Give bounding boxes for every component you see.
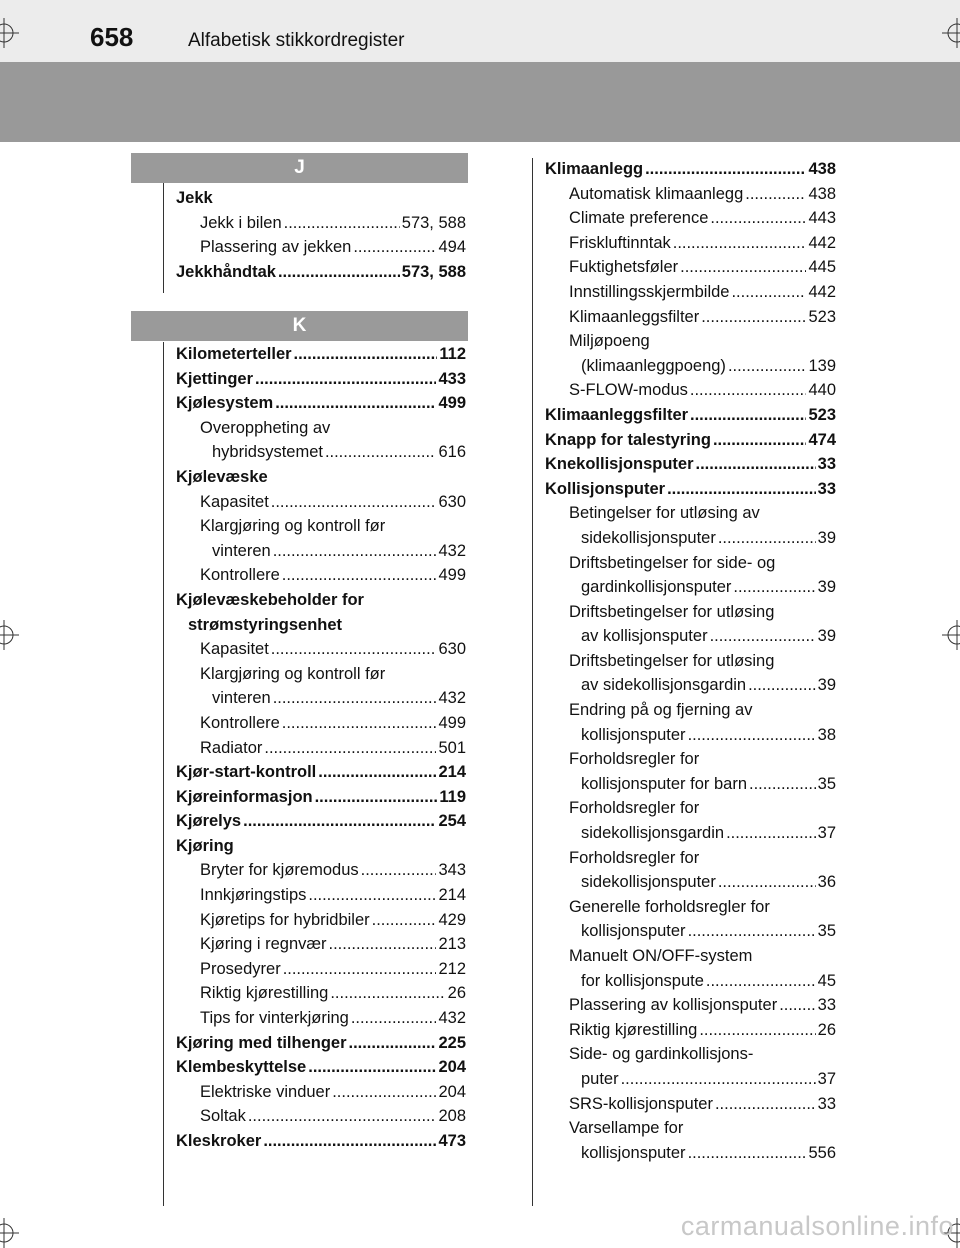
entry-text: Innkjøringstips: [200, 886, 307, 905]
index-entry: [545, 723, 836, 748]
entry-text: Kilometerteller: [176, 345, 292, 363]
entry-text: Soltak: [200, 1107, 246, 1126]
dot-leader: [731, 280, 806, 305]
entry-text: Plassering av jekken: [200, 238, 352, 257]
index-entry: [176, 1031, 466, 1056]
entry-text: Miljøpoeng: [569, 332, 650, 351]
dot-leader: [710, 624, 816, 649]
index-entry: [176, 932, 466, 957]
dot-leader: [713, 428, 807, 453]
dot-leader: [690, 378, 807, 403]
entry-page-ref: 33: [817, 479, 836, 498]
entry-page-ref: 45: [817, 971, 836, 990]
page-title: Alfabetisk stikkordregister: [188, 30, 405, 51]
dot-leader: [263, 1129, 436, 1154]
entry-text: kollisjonsputer: [581, 922, 686, 941]
dot-leader: [329, 932, 437, 957]
index-entry: [176, 588, 466, 613]
column-rule-left-k: [163, 342, 164, 1206]
crop-mark-top-left: [0, 18, 19, 48]
entry-page-ref: 442: [808, 233, 836, 252]
index-entry: [176, 736, 466, 761]
entry-text: Kjøreinformasjon: [176, 787, 313, 806]
section-heading-j: J: [131, 153, 468, 183]
dot-leader: [688, 723, 816, 748]
dot-leader: [688, 1141, 807, 1166]
entry-text: Riktig kjørestilling: [200, 984, 329, 1003]
dot-leader: [353, 235, 436, 260]
entry-page-ref: 33: [817, 1094, 836, 1113]
entry-page-ref: 523: [808, 405, 836, 424]
entry-text: kollisjonsputer: [581, 1143, 686, 1162]
entry-page-ref: 119: [439, 787, 466, 806]
entry-text: Driftsbetingelser for utløsing: [569, 602, 775, 621]
entry-page-ref: 445: [808, 258, 836, 277]
entry-text: Klimaanleggsfilter: [545, 405, 689, 424]
entry-text: Jekk i bilen: [200, 213, 282, 232]
index-entry: [176, 686, 466, 711]
index-entry: [545, 255, 836, 280]
entry-page-ref: 26: [447, 984, 466, 1003]
index-entry: [545, 206, 836, 231]
index-entry: [545, 1042, 836, 1067]
index-entry: [545, 698, 836, 723]
dot-leader: [645, 157, 806, 182]
crop-mark-mid-left: [0, 620, 19, 650]
index-entry: [545, 600, 836, 625]
dot-leader: [284, 211, 400, 236]
index-entry: [545, 501, 836, 526]
dot-leader: [351, 1006, 437, 1031]
index-entry: [545, 526, 836, 551]
entry-page-ref: 208: [438, 1107, 466, 1126]
entry-page-ref: 499: [438, 713, 466, 732]
index-entry: [176, 637, 466, 662]
entry-text: Knekollisjonsputer: [545, 455, 694, 474]
entry-text: Kjøring i regnvær: [200, 935, 327, 954]
entry-page-ref: 438: [808, 160, 836, 178]
entry-text: Climate preference: [569, 209, 709, 228]
entry-page-ref: 214: [438, 886, 466, 905]
dot-leader: [330, 981, 445, 1006]
entry-page-ref: 429: [438, 910, 466, 929]
entry-text: kollisjonsputer for barn: [581, 774, 747, 793]
entry-text: kollisjonsputer: [581, 725, 686, 744]
dot-leader: [332, 1080, 436, 1105]
entry-page-ref: 213: [438, 935, 466, 954]
entry-page-ref: 139: [808, 356, 836, 375]
index-entry: [545, 993, 836, 1018]
index-entry: [176, 539, 466, 564]
index-entry: [176, 465, 466, 490]
dot-leader: [294, 342, 438, 367]
index-list-j: [176, 186, 466, 284]
entry-page-ref: 33: [817, 996, 836, 1015]
entry-text: Kjøring: [176, 836, 234, 855]
entry-page-ref: 474: [808, 430, 836, 449]
dot-leader: [688, 919, 816, 944]
entry-text: Kleskroker: [176, 1132, 262, 1150]
entry-text: Kapasitet: [200, 492, 269, 511]
dot-leader: [308, 1055, 436, 1080]
entry-text: gardinkollisjonsputer: [581, 578, 732, 597]
index-entry: [176, 883, 466, 908]
index-entry: [176, 211, 466, 236]
index-entry: [176, 981, 466, 1006]
index-entry: [545, 477, 836, 502]
entry-page-ref: 39: [817, 528, 836, 547]
entry-text: Kjettinger: [176, 369, 254, 388]
index-entry: [176, 613, 466, 638]
index-entry: [176, 260, 466, 285]
dot-leader: [308, 883, 436, 908]
entry-page-ref: 204: [438, 1058, 466, 1077]
dot-leader: [706, 969, 816, 994]
index-entry: [176, 514, 466, 539]
dot-leader: [718, 526, 816, 551]
entry-page-ref: 37: [817, 1069, 836, 1088]
dot-leader: [271, 637, 437, 662]
entry-text: S-FLOW-modus: [569, 381, 688, 400]
dot-leader: [699, 1018, 815, 1043]
entry-text: Side- og gardinkollisjons-: [569, 1045, 754, 1064]
dot-leader: [282, 563, 437, 588]
index-entry: [176, 563, 466, 588]
entry-text: Manuelt ON/OFF-system: [569, 947, 753, 965]
entry-page-ref: 343: [438, 861, 466, 880]
entry-text: puter: [581, 1069, 619, 1088]
entry-page-ref: 36: [817, 873, 836, 892]
entry-page-ref: 501: [438, 738, 466, 757]
index-entry: [176, 809, 466, 834]
entry-text: Kjølevæske: [176, 467, 268, 486]
index-entry: [545, 329, 836, 354]
dot-leader: [673, 231, 807, 256]
entry-text: Jekkhåndtak: [176, 262, 276, 281]
entry-page-ref: 212: [438, 959, 466, 978]
dot-leader: [349, 1031, 437, 1056]
dot-leader: [325, 440, 437, 465]
entry-text: Automatisk klimaanlegg: [569, 184, 744, 203]
dot-leader: [318, 760, 436, 785]
index-entry: [545, 428, 836, 453]
entry-page-ref: 39: [817, 627, 836, 646]
entry-text: for kollisjonspute: [581, 971, 704, 990]
index-entry: [545, 231, 836, 256]
entry-text: Bryter for kjøremodus: [200, 861, 359, 880]
watermark: carmanualsonline.info: [680, 1211, 954, 1241]
index-entry: [545, 969, 836, 994]
entry-text: Kjøring med tilhenger: [176, 1033, 347, 1052]
index-entry: [545, 821, 836, 846]
index-entry: [545, 624, 836, 649]
entry-text: sidekollisjonsputer: [581, 873, 716, 892]
index-entry: [545, 280, 836, 305]
entry-text: Tips for vinterkjøring: [200, 1009, 349, 1028]
entry-text: Kjølesystem: [176, 394, 274, 413]
dot-leader: [621, 1067, 816, 1092]
entry-page-ref: 630: [438, 640, 466, 659]
entry-text: Forholdsregler for: [569, 750, 700, 769]
entry-page-ref: 573, 588: [401, 262, 466, 281]
index-entry: [176, 908, 466, 933]
index-entry: [176, 711, 466, 736]
page-number: 658: [90, 22, 134, 52]
header-grey-band: [0, 62, 960, 142]
entry-page-ref: 556: [808, 1143, 836, 1162]
dot-leader: [667, 477, 816, 502]
dot-leader: [728, 354, 807, 379]
entry-text: Varsellampe for: [569, 1119, 684, 1138]
index-entry: [545, 354, 836, 379]
entry-text: Kjølevæskebeholder for: [176, 590, 364, 609]
index-entry: [545, 919, 836, 944]
entry-page-ref: 38: [817, 725, 836, 744]
index-entry: [545, 305, 836, 330]
entry-text: Friskluftinntak: [569, 233, 671, 252]
entry-text: Forholdsregler for: [569, 799, 700, 818]
entry-page-ref: 112: [439, 345, 466, 363]
entry-text: Generelle forholdsregler for: [569, 897, 770, 916]
index-entry: [545, 796, 836, 821]
entry-text: Kjør-start-kontroll: [176, 763, 317, 782]
index-entry: [545, 1018, 836, 1043]
index-entry: [176, 1006, 466, 1031]
index-entry: [545, 551, 836, 576]
index-entry: [545, 649, 836, 674]
index-entry: [176, 440, 466, 465]
index-entry: [176, 1080, 466, 1105]
dot-leader: [283, 957, 437, 982]
column-rule-left-j: [163, 183, 164, 293]
dot-leader: [779, 993, 815, 1018]
entry-page-ref: 39: [817, 676, 836, 695]
entry-text: Kollisjonsputer: [545, 479, 666, 498]
entry-page-ref: 204: [438, 1082, 466, 1101]
entry-text: Kjørelys: [176, 812, 242, 831]
dot-leader: [361, 858, 437, 883]
index-entry: [176, 391, 466, 416]
dot-leader: [748, 673, 816, 698]
index-entry: [176, 490, 466, 515]
dot-leader: [710, 206, 806, 231]
entry-page-ref: 523: [808, 307, 836, 326]
entry-text: Klargjøring og kontroll før: [200, 517, 386, 536]
entry-text: Kjøretips for hybridbiler: [200, 910, 370, 929]
entry-text: (klimaanleggpoeng): [581, 356, 726, 375]
entry-text: vinteren: [212, 689, 271, 708]
index-entry: [545, 846, 836, 871]
entry-text: Driftsbetingelser for side- og: [569, 553, 776, 572]
entry-text: Forholdsregler for: [569, 848, 700, 867]
dot-leader: [278, 260, 400, 285]
entry-text: Jekk: [176, 189, 213, 207]
entry-text: Prosedyrer: [200, 959, 281, 978]
entry-page-ref: 432: [438, 1009, 466, 1028]
index-entry: [545, 747, 836, 772]
dot-leader: [271, 490, 437, 515]
entry-page-ref: 473: [438, 1132, 466, 1150]
index-entry: [545, 403, 836, 428]
dot-leader: [282, 711, 437, 736]
entry-text: Klimaanleggsfilter: [569, 307, 700, 326]
index-entry: [545, 1067, 836, 1092]
header-bar: [0, 0, 960, 62]
entry-page-ref: 433: [438, 369, 466, 388]
entry-page-ref: 35: [817, 774, 836, 793]
entry-page-ref: 616: [438, 443, 466, 462]
dot-leader: [696, 452, 816, 477]
index-entry: [545, 944, 836, 969]
dot-leader: [248, 1104, 437, 1129]
entry-text: vinteren: [212, 541, 271, 560]
dot-leader: [315, 785, 438, 810]
entry-page-ref: 630: [438, 492, 466, 511]
entry-text: Innstillingsskjermbilde: [569, 282, 730, 301]
entry-text: sidekollisjonsgardin: [581, 824, 725, 843]
entry-page-ref: 35: [817, 922, 836, 941]
entry-text: Radiator: [200, 738, 263, 757]
entry-page-ref: 254: [438, 812, 466, 831]
index-entry: [545, 157, 836, 182]
crop-mark-top-right: [942, 18, 960, 48]
entry-text: Riktig kjørestilling: [569, 1020, 698, 1039]
entry-page-ref: 432: [438, 541, 466, 560]
entry-page-ref: 443: [808, 209, 836, 228]
dot-leader: [264, 736, 436, 761]
entry-page-ref: 573, 588: [401, 213, 466, 232]
entry-text: av sidekollisjonsgardin: [581, 676, 747, 695]
entry-text: Knapp for talestyring: [545, 430, 711, 449]
entry-page-ref: 225: [438, 1033, 466, 1052]
dot-leader: [372, 908, 437, 933]
entry-text: Klargjøring og kontroll før: [200, 664, 386, 683]
index-entry: [176, 785, 466, 810]
entry-page-ref: 440: [808, 381, 836, 400]
entry-text: Klembeskyttelse: [176, 1058, 307, 1077]
dot-leader: [273, 686, 437, 711]
index-entry: [176, 662, 466, 687]
entry-text: Driftsbetingelser for utløsing: [569, 651, 775, 670]
entry-text: Overoppheting av: [200, 418, 331, 437]
dot-leader: [718, 870, 816, 895]
entry-text: Endring på og fjerning av: [569, 701, 753, 720]
entry-page-ref: 26: [817, 1020, 836, 1039]
entry-page-ref: 438: [808, 184, 836, 203]
entry-text: sidekollisjonsputer: [581, 528, 716, 547]
entry-text: SRS-kollisjonsputer: [569, 1094, 713, 1113]
dot-leader: [273, 539, 437, 564]
dot-leader: [275, 391, 436, 416]
entry-text: av kollisjonsputer: [581, 627, 708, 646]
index-entry: [176, 1055, 466, 1080]
index-entry: [176, 1104, 466, 1129]
index-entry: [545, 1141, 836, 1166]
entry-page-ref: 499: [438, 566, 466, 585]
column-rule-right: [532, 158, 533, 1206]
index-entry: [176, 834, 466, 859]
index-entry: [545, 182, 836, 207]
index-entry: [545, 895, 836, 920]
index-entry: [545, 1116, 836, 1141]
index-entry: [545, 575, 836, 600]
dot-leader: [243, 809, 436, 834]
index-entry: [176, 858, 466, 883]
entry-page-ref: 442: [808, 282, 836, 301]
dot-leader: [733, 575, 815, 600]
index-entry: [545, 378, 836, 403]
entry-page-ref: 33: [817, 455, 836, 474]
section-heading-k: K: [131, 311, 468, 341]
dot-leader: [749, 772, 816, 797]
index-entry: [176, 1129, 466, 1154]
dot-leader: [690, 403, 806, 428]
dot-leader: [726, 821, 816, 846]
entry-text: Kontrollere: [200, 566, 280, 585]
entry-text: Plassering av kollisjonsputer: [569, 996, 778, 1015]
entry-text: strømstyringsenhet: [188, 615, 343, 634]
index-entry: [176, 957, 466, 982]
entry-page-ref: 494: [438, 238, 466, 257]
entry-page-ref: 214: [438, 763, 466, 782]
dot-leader: [255, 367, 436, 392]
index-list-right: [545, 157, 836, 1165]
entry-page-ref: 432: [438, 689, 466, 708]
entry-page-ref: 499: [438, 394, 466, 413]
index-entry: [545, 772, 836, 797]
entry-text: Betingelser for utløsing av: [569, 504, 760, 523]
dot-leader: [701, 305, 806, 330]
dot-leader: [715, 1092, 816, 1117]
entry-text: Kapasitet: [200, 640, 269, 659]
index-entry: [176, 186, 466, 211]
entry-text: Elektriske vinduer: [200, 1082, 331, 1101]
index-entry: [176, 342, 466, 367]
entry-text: hybridsystemet: [212, 443, 323, 462]
entry-text: Klimaanlegg: [545, 160, 644, 178]
index-entry: [545, 1092, 836, 1117]
entry-page-ref: 37: [817, 824, 836, 843]
dot-leader: [680, 255, 806, 280]
entry-page-ref: 39: [817, 578, 836, 597]
index-list-k: [176, 342, 466, 1154]
index-entry: [176, 367, 466, 392]
entry-text: Kontrollere: [200, 713, 280, 732]
index-entry: [176, 760, 466, 785]
dot-leader: [745, 182, 806, 207]
index-entry: [545, 452, 836, 477]
index-entry: [545, 870, 836, 895]
index-entry: [176, 235, 466, 260]
index-entry: [176, 416, 466, 441]
crop-mark-mid-right: [942, 620, 960, 650]
index-entry: [545, 673, 836, 698]
entry-text: Fuktighetsføler: [569, 258, 679, 277]
